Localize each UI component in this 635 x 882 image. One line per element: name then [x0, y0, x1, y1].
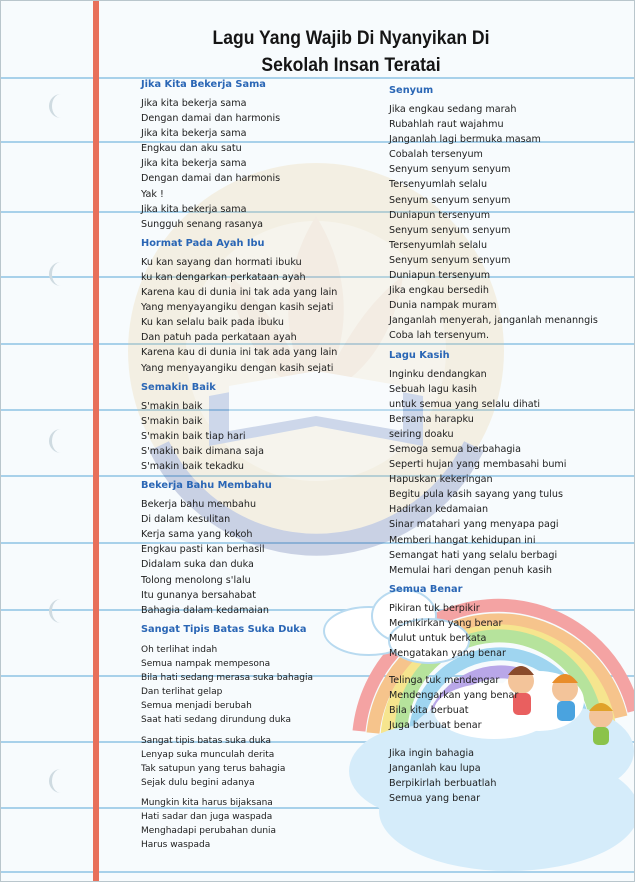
song-line: Senyum senyum senyum [389, 194, 511, 206]
song-line: Bersama harapku [389, 413, 474, 425]
song-line: Inginku dendangkan [389, 368, 487, 380]
song-line: Berpikirlah berbuatlah [389, 777, 497, 789]
binder-hole-icon [41, 259, 65, 289]
song-line: Telinga tuk mendengar [389, 675, 500, 687]
song-line: Semua menjadi berubah [141, 701, 252, 712]
song-line: Ku kan selalu baik pada ibuku [141, 317, 284, 329]
song-line: Hapuskan kekeringan [389, 474, 493, 486]
song-line: Rubahlah raut wajahmu [389, 119, 504, 131]
song-line: Tolong menolong s'lalu [141, 574, 251, 586]
song-line: Memikirkan yang benar [389, 617, 503, 629]
song-line: Duniapun tersenyum [389, 270, 491, 282]
song-line: Semua nampak mempesona [141, 659, 271, 670]
song-line: Engkau pasti kan berhasil [141, 544, 265, 556]
song-line: untuk semua yang selalu dihati [389, 398, 541, 410]
song-heading-bekerja-bahu-membahu: Bekerja Bahu Membahu [141, 480, 272, 492]
song-line: Juga berbuat benar [389, 720, 482, 732]
binder-hole-icon [41, 426, 65, 456]
binder-hole-icon [41, 596, 65, 626]
song-heading-lagu-kasih: Lagu Kasih [389, 349, 450, 361]
song-line: Jika kita bekerja sama [141, 203, 247, 215]
song-line: Duniapun tersenyum [389, 209, 491, 221]
margin-line [93, 1, 99, 882]
song-line: Mulut untuk berkata [389, 633, 487, 644]
song-line: Pikiran tuk berpikir [389, 602, 480, 614]
left-column-tipis [141, 643, 313, 852]
song-line: Menghadapi perubahan dunia [141, 826, 277, 837]
song-line: Sinar matahari yang menyapa pagi [389, 519, 559, 531]
song-line: Senyum senyum senyum [389, 254, 511, 266]
song-line: Hadirkan kedamaian [389, 504, 489, 516]
song-line: Semua yang benar [389, 792, 481, 804]
song-line: Jika ingin bahagia [389, 747, 475, 759]
song-line: Karena kau di dunia ini tak ada yang lain [141, 287, 338, 299]
song-line: Hati sadar dan juga waspada [141, 812, 273, 823]
song-line: Sangat tipis batas suka duka [141, 735, 271, 746]
song-line: Harus waspada [141, 840, 211, 851]
song-line: Lenyap suka munculah derita [141, 749, 275, 760]
song-line: Mengatakan yang benar [389, 648, 506, 660]
song-line: Jika kita bekerja sama [141, 98, 247, 109]
song-line: Jika engkau sedang marah [389, 104, 517, 115]
song-line: Mungkin kita harus bijaksana [141, 797, 273, 808]
song-line: S'makin baik dimana saja [141, 445, 264, 457]
song-line: Tersenyumlah selalu [389, 239, 488, 251]
song-heading-senyum: Senyum [389, 85, 434, 96]
binder-hole-icon [41, 766, 65, 796]
song-line: Itu gunanya bersahabat [141, 589, 257, 601]
song-line: Semoga semua berbahagia [389, 443, 521, 455]
song-line: Engkau dan aku satu [141, 143, 242, 155]
song-line: Memulai hari dengan penuh kasih [389, 564, 552, 576]
song-line: Oh terlihat indah [141, 645, 218, 655]
song-line: S'makin baik [141, 400, 203, 412]
song-line: ku kan dengarkan perkataan ayah [141, 271, 306, 283]
song-line: Ku kan sayang dan hormati ibuku [141, 256, 302, 268]
song-line: Sebuah lagu kasih [389, 383, 477, 395]
song-heading-jika-kita-bekerja-sama: Jika Kita Bekerja Sama [141, 79, 266, 90]
song-line: Tersenyumlah selalu [389, 179, 488, 191]
song-heading-hormat-pada-ayah-ibu: Hormat Pada Ayah Ibu [141, 237, 265, 249]
song-line: S'makin baik tekadku [141, 460, 244, 472]
song-line: Didalam suka dan duka [141, 559, 254, 571]
song-line: Janganlah kau lupa [389, 762, 481, 774]
song-line: Memberi hangat kehidupan ini [389, 534, 536, 546]
song-line: Senyum senyum senyum [389, 224, 511, 236]
song-line: Coba lah tersenyum. [389, 330, 490, 342]
song-line: Karena kau di dunia ini tak ada yang lain [141, 347, 338, 359]
song-line: seiring doaku [389, 428, 454, 440]
song-line: Yang menyayangiku dengan kasih sejati [141, 302, 334, 314]
song-heading-semua-benar: Semua Benar [389, 583, 463, 595]
song-line: Sejak dulu begini adanya [141, 777, 255, 788]
song-line: Yak ! [141, 188, 164, 200]
page-title [207, 25, 495, 79]
song-line: S'makin baik tiap hari [141, 430, 246, 442]
song-line: Mendengarkan yang benar [389, 690, 519, 702]
song-line: Tak satupun yang terus bahagia [141, 763, 286, 774]
song-line: Cobalah tersenyum [389, 149, 483, 161]
song-line: S'makin baik [141, 415, 203, 427]
song-line: Janganlah menyerah, janganlah menanngis [389, 315, 598, 327]
song-line: Dengan damai dan harmonis [141, 173, 281, 185]
song-heading-sangat-tipis-batas-suka-duka: Sangat Tipis Batas Suka Duka [141, 623, 307, 635]
song-line: Sungguh senang rasanya [141, 218, 264, 230]
song-line: Bila hati sedang merasa suka bahagia [141, 673, 313, 684]
song-line: Jika engkau bersedih [389, 285, 489, 297]
song-line: Semangat hati yang selalu berbagi [389, 549, 558, 561]
left-column [141, 79, 337, 641]
song-line: Senyum senyum senyum [389, 164, 511, 176]
song-line: Di dalam kesulitan [141, 514, 231, 526]
song-line: Bahagia dalam kedamaian [141, 604, 269, 616]
song-line: Saat hati sedang dirundung duka [141, 715, 291, 726]
title-line-1: Lagu Yang Wajib Di Nyanyikan Di [212, 27, 490, 49]
song-line: Dengan damai dan harmonis [141, 113, 281, 125]
song-line: Janganlah lagi bermuka masam [389, 134, 541, 146]
song-line: Dan terlihat gelap [141, 687, 223, 698]
song-line: Bekerja bahu membahu [141, 499, 257, 511]
song-line: Seperti hujan yang membasahi bumi [389, 459, 567, 471]
song-line: Begitu pula kasih sayang yang tulus [389, 489, 563, 501]
title-line-2: Sekolah Insan Teratai [261, 54, 441, 76]
song-heading-semakin-baik: Semakin Baik [141, 381, 216, 393]
song-line: Kerja sama yang kokoh [141, 529, 253, 541]
song-line: Yang menyayangiku dengan kasih sejati [141, 362, 334, 374]
song-line: Jika kita bekerja sama [141, 128, 247, 140]
binder-hole-icon [41, 91, 65, 121]
song-line: Bila kita berbuat [389, 705, 469, 717]
song-line: Jika kita bekerja sama [141, 158, 247, 170]
song-line: Dunia nampak muram [389, 300, 497, 312]
song-line: Dan patuh pada perkataan ayah [141, 332, 297, 344]
right-column [389, 85, 598, 806]
